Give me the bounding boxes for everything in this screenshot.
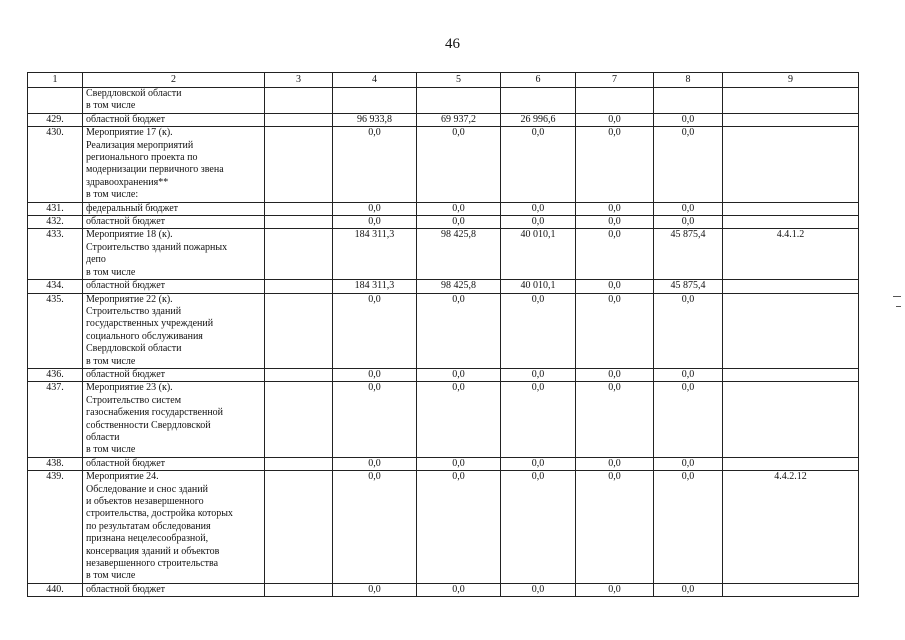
- header-cell-9: 9: [723, 73, 859, 88]
- col7-cell: 0,0: [576, 113, 654, 126]
- col3-cell: [265, 229, 333, 280]
- col3-cell: [265, 202, 333, 215]
- col9-cell: [723, 88, 859, 114]
- col9-cell: [723, 202, 859, 215]
- col9-cell: [723, 127, 859, 202]
- col8-cell: 0,0: [654, 583, 723, 596]
- col3-cell: [265, 382, 333, 457]
- row-number-cell: 431.: [28, 202, 83, 215]
- table-row: [28, 583, 859, 596]
- row-number-cell: 439.: [28, 471, 83, 584]
- row-number-cell: 440.: [28, 583, 83, 596]
- row-name-cell: федеральный бюджет: [83, 202, 265, 215]
- header-cell-2: 2: [83, 73, 265, 88]
- table-row: [28, 457, 859, 470]
- col9-cell: 4.4.2.12: [723, 471, 859, 584]
- col5-cell: 98 425,8: [417, 280, 501, 293]
- table-row: [28, 280, 859, 293]
- col7-cell: 0,0: [576, 583, 654, 596]
- table-row: [28, 471, 859, 584]
- col8-cell: 0,0: [654, 368, 723, 381]
- col4-cell: 96 933,8: [333, 113, 417, 126]
- col4-cell: 0,0: [333, 216, 417, 229]
- col4-cell: 0,0: [333, 368, 417, 381]
- col3-cell: [265, 280, 333, 293]
- col9-cell: [723, 216, 859, 229]
- header-cell-7: 7: [576, 73, 654, 88]
- header-cell-3: 3: [265, 73, 333, 88]
- col7-cell: 0,0: [576, 382, 654, 457]
- col3-cell: [265, 471, 333, 584]
- row-number-cell: 433.: [28, 229, 83, 280]
- col3-cell: [265, 583, 333, 596]
- col6-cell: 26 996,6: [501, 113, 576, 126]
- header-cell-8: 8: [654, 73, 723, 88]
- row-number-cell: 430.: [28, 127, 83, 202]
- col4-cell: [333, 88, 417, 114]
- col7-cell: 0,0: [576, 127, 654, 202]
- col6-cell: 0,0: [501, 457, 576, 470]
- col8-cell: 0,0: [654, 382, 723, 457]
- col7-cell: 0,0: [576, 368, 654, 381]
- col8-cell: 0,0: [654, 457, 723, 470]
- col6-cell: 0,0: [501, 583, 576, 596]
- col8-cell: 0,0: [654, 113, 723, 126]
- header-cell-4: 4: [333, 73, 417, 88]
- col9-cell: [723, 382, 859, 457]
- col5-cell: [417, 88, 501, 114]
- col5-cell: 0,0: [417, 368, 501, 381]
- table-row: [28, 368, 859, 381]
- table-row: [28, 216, 859, 229]
- table-row: [28, 229, 859, 280]
- col4-cell: 0,0: [333, 293, 417, 368]
- col6-cell: 0,0: [501, 216, 576, 229]
- col9-cell: [723, 368, 859, 381]
- col6-cell: 0,0: [501, 368, 576, 381]
- table-row: [28, 88, 859, 114]
- row-number-cell: 434.: [28, 280, 83, 293]
- col6-cell: 0,0: [501, 202, 576, 215]
- col7-cell: 0,0: [576, 229, 654, 280]
- col9-cell: [723, 280, 859, 293]
- row-name-cell: областной бюджет: [83, 583, 265, 596]
- col8-cell: 0,0: [654, 471, 723, 584]
- col5-cell: 0,0: [417, 457, 501, 470]
- col9-cell: [723, 293, 859, 368]
- table-row: [28, 293, 859, 368]
- col6-cell: 0,0: [501, 382, 576, 457]
- col9-cell: 4.4.1.2: [723, 229, 859, 280]
- col7-cell: 0,0: [576, 202, 654, 215]
- row-number-cell: [28, 88, 83, 114]
- table-row: [28, 127, 859, 202]
- row-name-cell: Мероприятие 22 (к). Строительство зданий государственных учреждений социального обслуживания Свердловской области в том числе: [83, 293, 265, 368]
- col7-cell: 0,0: [576, 457, 654, 470]
- margin-mark: [896, 306, 901, 307]
- col5-cell: 0,0: [417, 382, 501, 457]
- col7-cell: [576, 88, 654, 114]
- table-row: [28, 202, 859, 215]
- col5-cell: 0,0: [417, 471, 501, 584]
- row-name-cell: областной бюджет: [83, 368, 265, 381]
- table-row: [28, 113, 859, 126]
- row-name-cell: Мероприятие 18 (к). Строительство зданий пожарных депо в том числе: [83, 229, 265, 280]
- budget-table: [27, 72, 859, 597]
- col4-cell: 0,0: [333, 471, 417, 584]
- row-name-cell: областной бюджет: [83, 216, 265, 229]
- header-cell-5: 5: [417, 73, 501, 88]
- col7-cell: 0,0: [576, 471, 654, 584]
- row-number-cell: 435.: [28, 293, 83, 368]
- table-body: [28, 73, 859, 597]
- col5-cell: 0,0: [417, 127, 501, 202]
- col6-cell: 0,0: [501, 293, 576, 368]
- col3-cell: [265, 368, 333, 381]
- col4-cell: 184 311,3: [333, 280, 417, 293]
- col4-cell: 184 311,3: [333, 229, 417, 280]
- row-number-cell: 438.: [28, 457, 83, 470]
- col3-cell: [265, 457, 333, 470]
- col5-cell: 0,0: [417, 293, 501, 368]
- col7-cell: 0,0: [576, 280, 654, 293]
- col5-cell: 98 425,8: [417, 229, 501, 280]
- col8-cell: 45 875,4: [654, 280, 723, 293]
- col3-cell: [265, 293, 333, 368]
- col6-cell: 40 010,1: [501, 229, 576, 280]
- header-cell-6: 6: [501, 73, 576, 88]
- row-name-cell: областной бюджет: [83, 280, 265, 293]
- col8-cell: 0,0: [654, 216, 723, 229]
- col5-cell: 0,0: [417, 583, 501, 596]
- col6-cell: [501, 88, 576, 114]
- table-row: [28, 382, 859, 457]
- col4-cell: 0,0: [333, 382, 417, 457]
- col8-cell: 0,0: [654, 293, 723, 368]
- col7-cell: 0,0: [576, 216, 654, 229]
- page-number: 46: [445, 36, 460, 52]
- row-number-cell: 437.: [28, 382, 83, 457]
- col5-cell: 0,0: [417, 216, 501, 229]
- row-number-cell: 429.: [28, 113, 83, 126]
- row-name-cell: областной бюджет: [83, 457, 265, 470]
- col3-cell: [265, 216, 333, 229]
- col6-cell: 0,0: [501, 471, 576, 584]
- row-name-cell: областной бюджет: [83, 113, 265, 126]
- col9-cell: [723, 583, 859, 596]
- row-name-cell: Свердловской области в том числе: [83, 88, 265, 114]
- col3-cell: [265, 113, 333, 126]
- col3-cell: [265, 88, 333, 114]
- row-name-cell: Мероприятие 23 (к). Строительство систем газоснабжения государственной собственности Свердловской области в том числе: [83, 382, 265, 457]
- table-header-row: [28, 73, 859, 88]
- row-name-cell: Мероприятие 17 (к). Реализация мероприятий регионального проекта по модернизации первичного звена здравоохранения** в том числе:: [83, 127, 265, 202]
- row-number-cell: 436.: [28, 368, 83, 381]
- col9-cell: [723, 457, 859, 470]
- col7-cell: 0,0: [576, 293, 654, 368]
- row-name-cell: Мероприятие 24. Обследование и снос зданий и объектов незавершенного строительства, достройка которых по результатам обследования признана нецелесообразной, консервация зданий и объектов незавершенного строительства в том числе: [83, 471, 265, 584]
- col6-cell: 40 010,1: [501, 280, 576, 293]
- col8-cell: [654, 88, 723, 114]
- col8-cell: 0,0: [654, 127, 723, 202]
- row-number-cell: 432.: [28, 216, 83, 229]
- col4-cell: 0,0: [333, 583, 417, 596]
- col3-cell: [265, 127, 333, 202]
- col4-cell: 0,0: [333, 457, 417, 470]
- col4-cell: 0,0: [333, 202, 417, 215]
- col9-cell: [723, 113, 859, 126]
- col8-cell: 0,0: [654, 202, 723, 215]
- col4-cell: 0,0: [333, 127, 417, 202]
- col8-cell: 45 875,4: [654, 229, 723, 280]
- col5-cell: 0,0: [417, 202, 501, 215]
- margin-mark: [893, 296, 901, 297]
- col6-cell: 0,0: [501, 127, 576, 202]
- header-cell-1: 1: [28, 73, 83, 88]
- col5-cell: 69 937,2: [417, 113, 501, 126]
